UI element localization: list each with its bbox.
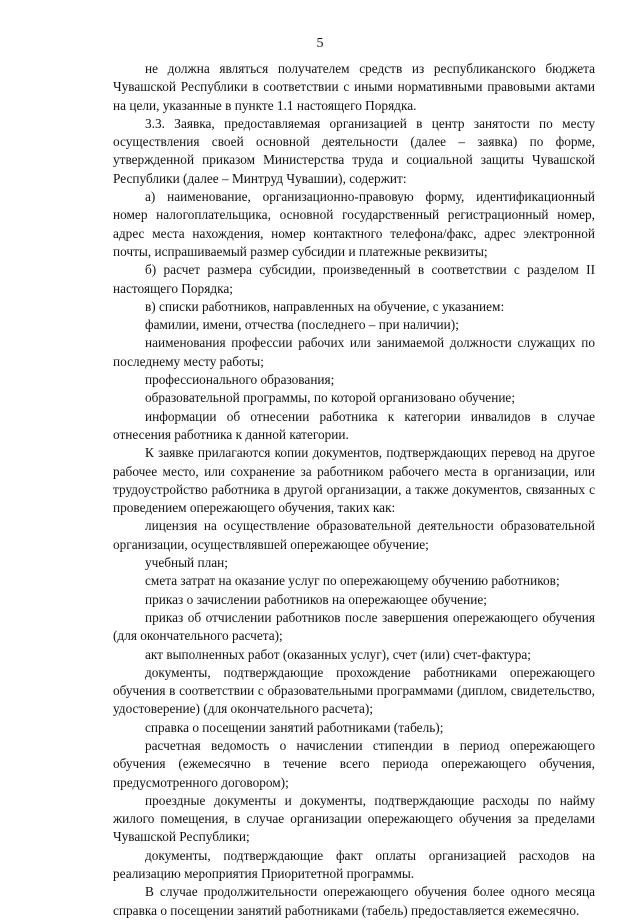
paragraph: учебный план; — [145, 555, 228, 571]
paragraph: б) расчет размера субсидии, произведенный в соответствии с разделом II настоящего Порядка; — [113, 262, 595, 296]
paragraph: приказ об отчислении работников после завершения опережающего обучения (для окончательного расчета); — [113, 609, 595, 644]
paragraph: не должна являться получателем средств из республиканского бюджета Чувашской Республики в соответствии с иными нормативными правовыми актами на цели, указанные в пункте 1.1 настоящего Порядка. — [113, 61, 595, 113]
paragraph: расчетная ведомость о начислении стипендии в период опережающего обучения (ежемесячно в течение всего периода опережающего обучения, предусмотренного договором); — [113, 737, 595, 790]
paragraph: смета затрат на оказание услуг по опережающему обучению работников; — [145, 573, 560, 589]
paragraph: документы, подтверждающие факт оплаты организацией расходов на реализацию мероприятия Приоритетной программы. — [113, 847, 595, 882]
paragraph: в) списки работников, направленных на обучение, с указанием: — [145, 298, 505, 314]
paragraph: профессионального образования; — [145, 372, 335, 388]
paragraph: образовательной программы, по которой организовано обучение; — [145, 390, 516, 406]
paragraph: акт выполненных работ (оказанных услуг), счет (или) счет-фактура; — [145, 646, 531, 662]
paragraph: наименования профессии рабочих или занимаемой должности служащих по последнему месту работы; — [113, 335, 595, 369]
paragraph: а) наименование, организационно-правовую форму, идентификационный номер налогоплательщика, основной государственный регистрационный номер, адрес места нахождения, номер контактного телефона/факс, адрес электронной почты, испрашиваемый размер субсидии и платежные реквизиты; — [113, 189, 595, 259]
document-body — [113, 60, 595, 920]
paragraph: В случае продолжительности опережающего обучения более одного месяца справка о посещении занятий работниками (табель) предоставляется ежемесячно. — [113, 884, 595, 918]
paragraph: документы, подтверждающие прохождение работниками опережающего обучения в соответствии с образовательными программами (диплом, свидетельство, удостоверение) (для окончательного расчета); — [113, 664, 595, 717]
paragraph: К заявке прилагаются копии документов, подтверждающих перевод на другое рабочее место, или сохранение за работником рабочего места в организации, или трудоустройство работника в другой организации, а также документов, связанных с проведением опережающего обучения, таких как: — [113, 445, 595, 516]
paragraph: лицензия на осуществление образовательной деятельности образовательной организации, осуществлявшей опережающее обучение; — [113, 518, 595, 552]
paragraph: справка о посещении занятий работниками (табель); — [145, 719, 444, 735]
paragraph: проездные документы и документы, подтверждающие расходы по найму жилого помещения, в случае организации опережающего обучения за пределами Чувашской Республики; — [113, 792, 595, 845]
paragraph: приказ о зачислении работников на опережающее обучение; — [145, 591, 487, 607]
page-number: 5 — [316, 36, 324, 51]
paragraph: информации об отнесении работника к категории инвалидов в случае отнесения работника к данной категории. — [113, 408, 595, 442]
paragraph: фамилии, имени, отчества (последнего – при наличии); — [145, 317, 459, 333]
paragraph: 3.3. Заявка, предоставляемая организацией в центр занятости по месту осуществления своей основной деятельности (далее – заявка) по форме, утвержденной приказом Министерства труда и социальной защиты Чувашской Республики (далее – Минтруд Чувашии), содержит: — [113, 115, 595, 186]
